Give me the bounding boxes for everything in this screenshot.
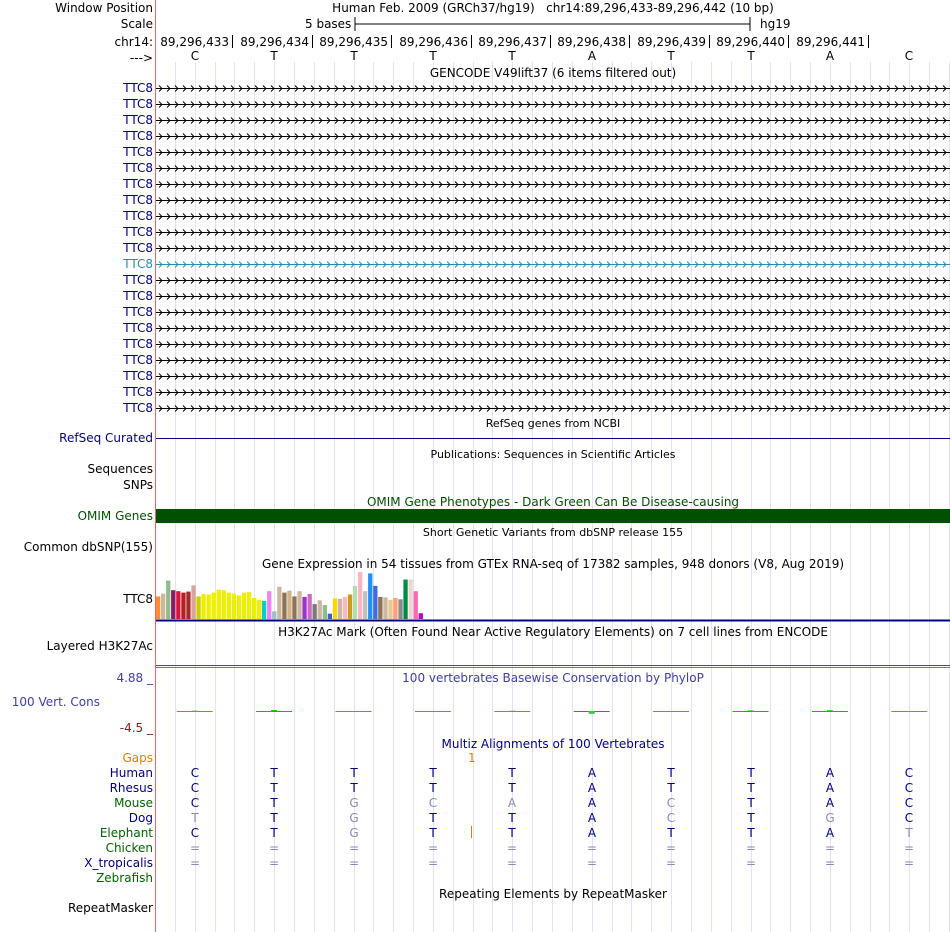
gtex-tissue-bar[interactable] (201, 594, 205, 619)
scale-bar (353, 16, 753, 32)
position-tick-label: 89,296,437 (478, 35, 547, 49)
aligned-base: A (587, 811, 597, 825)
gtex-tissue-bar[interactable] (318, 600, 322, 619)
gtex-tissue-bar[interactable] (333, 598, 337, 619)
aligned-base: = (745, 841, 757, 855)
gtex-tissue-bar[interactable] (358, 572, 362, 619)
aligned-base: = (903, 841, 915, 855)
aligned-base: = (824, 841, 836, 855)
gencode-transcript-intron[interactable] (156, 273, 950, 287)
aligned-base: T (429, 781, 437, 795)
gtex-track-title[interactable]: Gene Expression in 54 tissues from GTEx RNA-seq of 17382 samples, 948 donors (V8, Aug 2019) (261, 557, 845, 571)
aligned-base: T (270, 766, 278, 780)
aligned-base: T (429, 766, 437, 780)
aligned-base: = (268, 856, 280, 870)
base-letter: C (190, 49, 200, 63)
gtex-tissue-bar[interactable] (252, 598, 256, 619)
gtex-tissue-bar[interactable] (166, 581, 170, 619)
position-tick (232, 35, 233, 48)
gencode-transcript-label[interactable]: TTC8 (123, 401, 153, 415)
aligned-base: T (667, 781, 675, 795)
gtex-tissue-bar[interactable] (161, 594, 165, 619)
gencode-transcript-intron[interactable] (156, 81, 950, 95)
position-tick (550, 35, 551, 48)
aligned-base: C (904, 811, 914, 825)
refseq-label[interactable]: RefSeq Curated (59, 431, 153, 445)
chrom-label: chr14: (114, 35, 153, 49)
aligned-base: T (905, 826, 913, 840)
gencode-transcript-intron[interactable] (156, 401, 950, 415)
aligned-base: T (747, 766, 755, 780)
species-label[interactable]: Dog (128, 811, 153, 825)
position-tick-label: 89,296,439 (637, 35, 706, 49)
gencode-transcript-intron[interactable] (156, 353, 950, 367)
aligned-base: T (429, 811, 437, 825)
gencode-track-title[interactable]: GENCODE V49lift37 (6 items filtered out) (429, 66, 677, 80)
gencode-transcript-intron[interactable] (156, 321, 950, 335)
gtex-tissue-bar[interactable] (242, 593, 246, 619)
base-letter: A (587, 49, 597, 63)
phylop-label[interactable]: 100 Vert. Cons (11, 695, 100, 709)
aligned-base: C (904, 781, 914, 795)
dbsnp-track-title[interactable]: Short Genetic Variants from dbSNP release 155 (422, 526, 684, 539)
aligned-base: T (508, 811, 516, 825)
gtex-tissue-bar[interactable] (156, 596, 160, 619)
gencode-transcript-intron[interactable] (156, 385, 950, 399)
gtex-tissue-bar[interactable] (378, 597, 382, 619)
aligned-base: T (747, 781, 755, 795)
gtex-tissue-bar[interactable] (287, 591, 291, 619)
aligned-base: C (190, 796, 200, 810)
gtex-tissue-bar[interactable] (262, 601, 266, 619)
gencode-transcript-label[interactable]: TTC8 (123, 113, 153, 127)
aligned-base: A (587, 826, 597, 840)
gencode-transcript-intron[interactable] (156, 305, 950, 319)
scale-bases-text: 5 bases (305, 17, 352, 31)
gaps-label: Gaps (122, 751, 153, 765)
gencode-transcript-label[interactable]: TTC8 (123, 337, 153, 351)
gencode-transcript-label[interactable]: TTC8 (123, 353, 153, 367)
aligned-base: T (191, 811, 199, 825)
gencode-transcript-label[interactable]: TTC8 (123, 145, 153, 159)
aligned-base: = (586, 841, 598, 855)
position-tick-label: 89,296,438 (557, 35, 626, 49)
gtex-tissue-bar[interactable] (343, 597, 347, 619)
gtex-tissue-bar[interactable] (297, 591, 301, 619)
gtex-tissue-bar[interactable] (383, 597, 387, 619)
aligned-base: T (667, 826, 675, 840)
phylop-score-bar[interactable] (827, 710, 833, 711)
aligned-base: = (427, 841, 439, 855)
gencode-transcript-intron[interactable] (156, 177, 950, 191)
gtex-tissue-bar[interactable] (247, 592, 251, 619)
repeatmasker-track-title[interactable]: Repeating Elements by RepeatMasker (439, 887, 667, 901)
gencode-transcript-label[interactable]: TTC8 (123, 161, 153, 175)
aligned-base: = (665, 841, 677, 855)
gtex-tissue-bar[interactable] (237, 596, 241, 620)
base-letter: T (350, 49, 358, 63)
gtex-tissue-bar[interactable] (414, 591, 418, 619)
aligned-base: G (349, 811, 359, 825)
aligned-base: = (268, 841, 280, 855)
gencode-transcript-label[interactable]: TTC8 (123, 225, 153, 239)
aligned-base: = (506, 841, 518, 855)
position-tick (391, 35, 392, 48)
gencode-transcript-label[interactable]: TTC8 (123, 289, 153, 303)
aligned-base: = (745, 856, 757, 870)
multiz-track-title[interactable]: Multiz Alignments of 100 Vertebrates (441, 737, 665, 751)
aligned-base: = (427, 856, 439, 870)
aligned-base: A (507, 796, 517, 810)
h3k27ac-label[interactable]: Layered H3K27Ac (46, 639, 153, 653)
gtex-tissue-bar[interactable] (277, 587, 281, 619)
gtex-tissue-bar[interactable] (292, 596, 296, 619)
aligned-base: G (349, 826, 359, 840)
aligned-base: T (667, 766, 675, 780)
aligned-base: = (189, 856, 201, 870)
gtex-tissue-bar[interactable] (373, 586, 377, 619)
species-label[interactable]: Zebrafish (96, 871, 153, 885)
snps-label[interactable]: SNPs (123, 478, 153, 492)
gtex-tissue-bar[interactable] (181, 593, 185, 619)
gencode-transcript-label[interactable]: TTC8 (123, 321, 153, 335)
omim-track-title[interactable]: OMIM Gene Phenotypes - Dark Green Can Be Disease-causing (366, 495, 740, 509)
aligned-base: A (825, 781, 835, 795)
aligned-base: T (350, 781, 358, 795)
gtex-tissue-bar[interactable] (227, 593, 231, 619)
gtex-tissue-bar[interactable] (323, 605, 327, 619)
position-tick-label: 89,296,434 (240, 35, 309, 49)
sequences-label[interactable]: Sequences (87, 462, 153, 476)
aligned-base: = (348, 841, 360, 855)
gencode-transcript-label[interactable]: TTC8 (123, 385, 153, 399)
position-tick-label: 89,296,433 (160, 35, 229, 49)
aligned-base: C (904, 796, 914, 810)
window-position-text: Human Feb. 2009 (GRCh37/hg19) chr14:89,296,433-89,296,442 (10 bp) (332, 1, 774, 15)
position-tick-label: 89,296,436 (399, 35, 468, 49)
aligned-base: T (429, 826, 437, 840)
gencode-transcript-label[interactable]: TTC8 (123, 241, 153, 255)
aligned-base: C (190, 781, 200, 795)
gtex-tissue-bar[interactable] (398, 599, 402, 619)
gtex-tissue-bar[interactable] (191, 585, 195, 619)
refseq-track-title[interactable]: RefSeq genes from NCBI (485, 417, 621, 430)
aligned-base: T (270, 811, 278, 825)
aligned-base: C (190, 826, 200, 840)
gtex-tissue-bar[interactable] (257, 600, 261, 619)
gtex-tissue-bar[interactable] (353, 586, 357, 619)
aligned-base: = (665, 856, 677, 870)
gtex-tissue-bar[interactable] (409, 580, 413, 619)
gencode-transcript-label[interactable]: TTC8 (123, 305, 153, 319)
gencode-transcript-label[interactable]: TTC8 (123, 257, 153, 271)
gtex-tissue-bar[interactable] (368, 573, 372, 619)
gencode-transcript-intron[interactable] (156, 209, 950, 223)
publications-track-title[interactable]: Publications: Sequences in Scientific Articles (430, 448, 676, 461)
gtex-tissue-bar[interactable] (282, 593, 286, 619)
gtex-tissue-bar[interactable] (171, 590, 175, 619)
gencode-transcript-label[interactable]: TTC8 (123, 129, 153, 143)
gtex-tissue-bar[interactable] (393, 598, 397, 619)
aligned-base: T (747, 811, 755, 825)
gencode-transcript-intron[interactable] (156, 161, 950, 175)
gencode-transcript-label[interactable]: TTC8 (123, 369, 153, 383)
species-label[interactable]: Elephant (99, 826, 153, 840)
aligned-base: = (348, 856, 360, 870)
phylop-track-title[interactable]: 100 vertebrates Basewise Conservation by PhyloP (402, 671, 704, 685)
aligned-base: C (666, 796, 676, 810)
base-letter: C (904, 49, 914, 63)
gencode-transcript-intron[interactable] (156, 257, 950, 271)
aligned-base: T (270, 796, 278, 810)
gtex-bar-graph[interactable] (156, 571, 950, 623)
repeatmasker-label[interactable]: RepeatMasker (67, 901, 153, 915)
h3k27ac-line-magenta (156, 665, 950, 666)
species-label[interactable]: Mouse (114, 796, 153, 810)
h3k27ac-line-red (156, 667, 950, 668)
strand-label: ---> (129, 51, 153, 65)
base-letter: A (825, 49, 835, 63)
gencode-transcript-label[interactable]: TTC8 (123, 193, 153, 207)
gtex-tissue-bar[interactable] (232, 594, 236, 619)
elephant-gap-marker (471, 826, 472, 838)
position-tick-label: 89,296,441 (796, 35, 865, 49)
position-tick (709, 35, 710, 48)
phylop-max-label: 4.88 _ (116, 671, 153, 685)
gtex-tissue-bar[interactable] (313, 604, 317, 619)
aligned-base: C (904, 766, 914, 780)
base-letter: T (747, 49, 755, 63)
aligned-base: G (349, 796, 359, 810)
gtex-tissue-bar[interactable] (308, 594, 312, 619)
gtex-tissue-bar[interactable] (388, 600, 392, 619)
gencode-transcript-intron[interactable] (156, 225, 950, 239)
dbsnp-label[interactable]: Common dbSNP(155) (23, 540, 153, 554)
gtex-tissue-bar[interactable] (217, 590, 221, 619)
position-tick (629, 35, 630, 48)
gencode-transcript-intron[interactable] (156, 97, 950, 111)
aligned-base: = (586, 856, 598, 870)
gtex-tissue-bar[interactable] (363, 591, 367, 619)
aligned-base: A (825, 826, 835, 840)
position-tick (788, 35, 789, 48)
assembly-label: hg19 (760, 17, 791, 31)
image-left-border (155, 0, 156, 932)
gtex-tissue-bar[interactable] (207, 595, 211, 620)
gtex-tissue-bar[interactable] (348, 595, 352, 620)
gap-count: 1 (468, 751, 476, 765)
species-label[interactable]: Human (109, 766, 153, 780)
gtex-tissue-bar[interactable] (212, 593, 216, 619)
aligned-base: = (824, 856, 836, 870)
gtex-tissue-bar[interactable] (196, 596, 200, 619)
omim-label[interactable]: OMIM Genes (77, 509, 153, 523)
aligned-base: T (508, 826, 516, 840)
gencode-transcript-label[interactable]: TTC8 (123, 97, 153, 111)
omim-gene-bar[interactable] (156, 509, 950, 523)
gencode-transcript-intron[interactable] (156, 289, 950, 303)
aligned-base: A (825, 796, 835, 810)
gtex-tissue-bar[interactable] (328, 614, 332, 619)
phylop-score-bar[interactable] (748, 710, 754, 711)
gencode-transcript-intron[interactable] (156, 369, 950, 383)
gencode-transcript-label[interactable]: TTC8 (123, 209, 153, 223)
gencode-transcript-intron[interactable] (156, 241, 950, 255)
aligned-base: A (587, 781, 597, 795)
gtex-tissue-bar[interactable] (403, 580, 407, 619)
phylop-score-bar[interactable] (271, 710, 277, 711)
gencode-transcript-intron[interactable] (156, 129, 950, 143)
base-letter: T (508, 49, 516, 63)
gencode-transcript-intron[interactable] (156, 145, 950, 159)
gtex-label[interactable]: TTC8 (123, 592, 153, 606)
gtex-tissue-bar[interactable] (272, 611, 276, 619)
base-letter: T (270, 49, 278, 63)
phylop-score-bar[interactable] (589, 711, 595, 714)
aligned-base: A (825, 766, 835, 780)
position-tick-label: 89,296,440 (716, 35, 785, 49)
aligned-base: T (508, 781, 516, 795)
aligned-base: G (825, 811, 835, 825)
phylop-graph[interactable] (156, 685, 950, 735)
gencode-transcript-label[interactable]: TTC8 (123, 177, 153, 191)
aligned-base: C (190, 766, 200, 780)
aligned-base: T (747, 826, 755, 840)
aligned-base: C (428, 796, 438, 810)
aligned-base: C (666, 811, 676, 825)
gtex-tissue-bar[interactable] (419, 613, 423, 619)
gencode-transcript-label[interactable]: TTC8 (123, 81, 153, 95)
aligned-base: T (270, 826, 278, 840)
position-tick (312, 35, 313, 48)
position-tick (471, 35, 472, 48)
base-letter: T (667, 49, 675, 63)
gtex-tissue-bar[interactable] (338, 599, 342, 619)
gtex-tissue-bar[interactable] (267, 591, 271, 619)
scale-label: Scale (120, 17, 153, 31)
aligned-base: T (747, 796, 755, 810)
species-label[interactable]: Rhesus (109, 781, 153, 795)
window-position-label: Window Position (55, 1, 153, 15)
aligned-base: T (350, 766, 358, 780)
gtex-tissue-bar[interactable] (222, 590, 226, 619)
species-label[interactable]: X_tropicalis (84, 856, 153, 870)
aligned-base: A (587, 796, 597, 810)
gencode-transcript-intron[interactable] (156, 193, 950, 207)
position-tick-label: 89,296,435 (319, 35, 388, 49)
gencode-transcript-intron[interactable] (156, 113, 950, 127)
phylop-min-label: -4.5 _ (119, 721, 153, 735)
refseq-gene-line[interactable] (156, 438, 950, 439)
position-tick (868, 35, 869, 48)
h3k27ac-track-title[interactable]: H3K27Ac Mark (Often Found Near Active Regulatory Elements) on 7 cell lines from ENCODE (278, 625, 828, 639)
aligned-base: = (506, 856, 518, 870)
aligned-base: A (587, 766, 597, 780)
aligned-base: T (270, 781, 278, 795)
aligned-base: = (903, 856, 915, 870)
aligned-base: = (189, 841, 201, 855)
gtex-tissue-bar[interactable] (186, 592, 190, 619)
gencode-transcript-intron[interactable] (156, 337, 950, 351)
aligned-base: T (508, 766, 516, 780)
base-letter: T (429, 49, 437, 63)
gencode-transcript-label[interactable]: TTC8 (123, 273, 153, 287)
species-label[interactable]: Chicken (105, 841, 153, 855)
gtex-tissue-bar[interactable] (176, 591, 180, 619)
gtex-tissue-bar[interactable] (302, 597, 306, 619)
